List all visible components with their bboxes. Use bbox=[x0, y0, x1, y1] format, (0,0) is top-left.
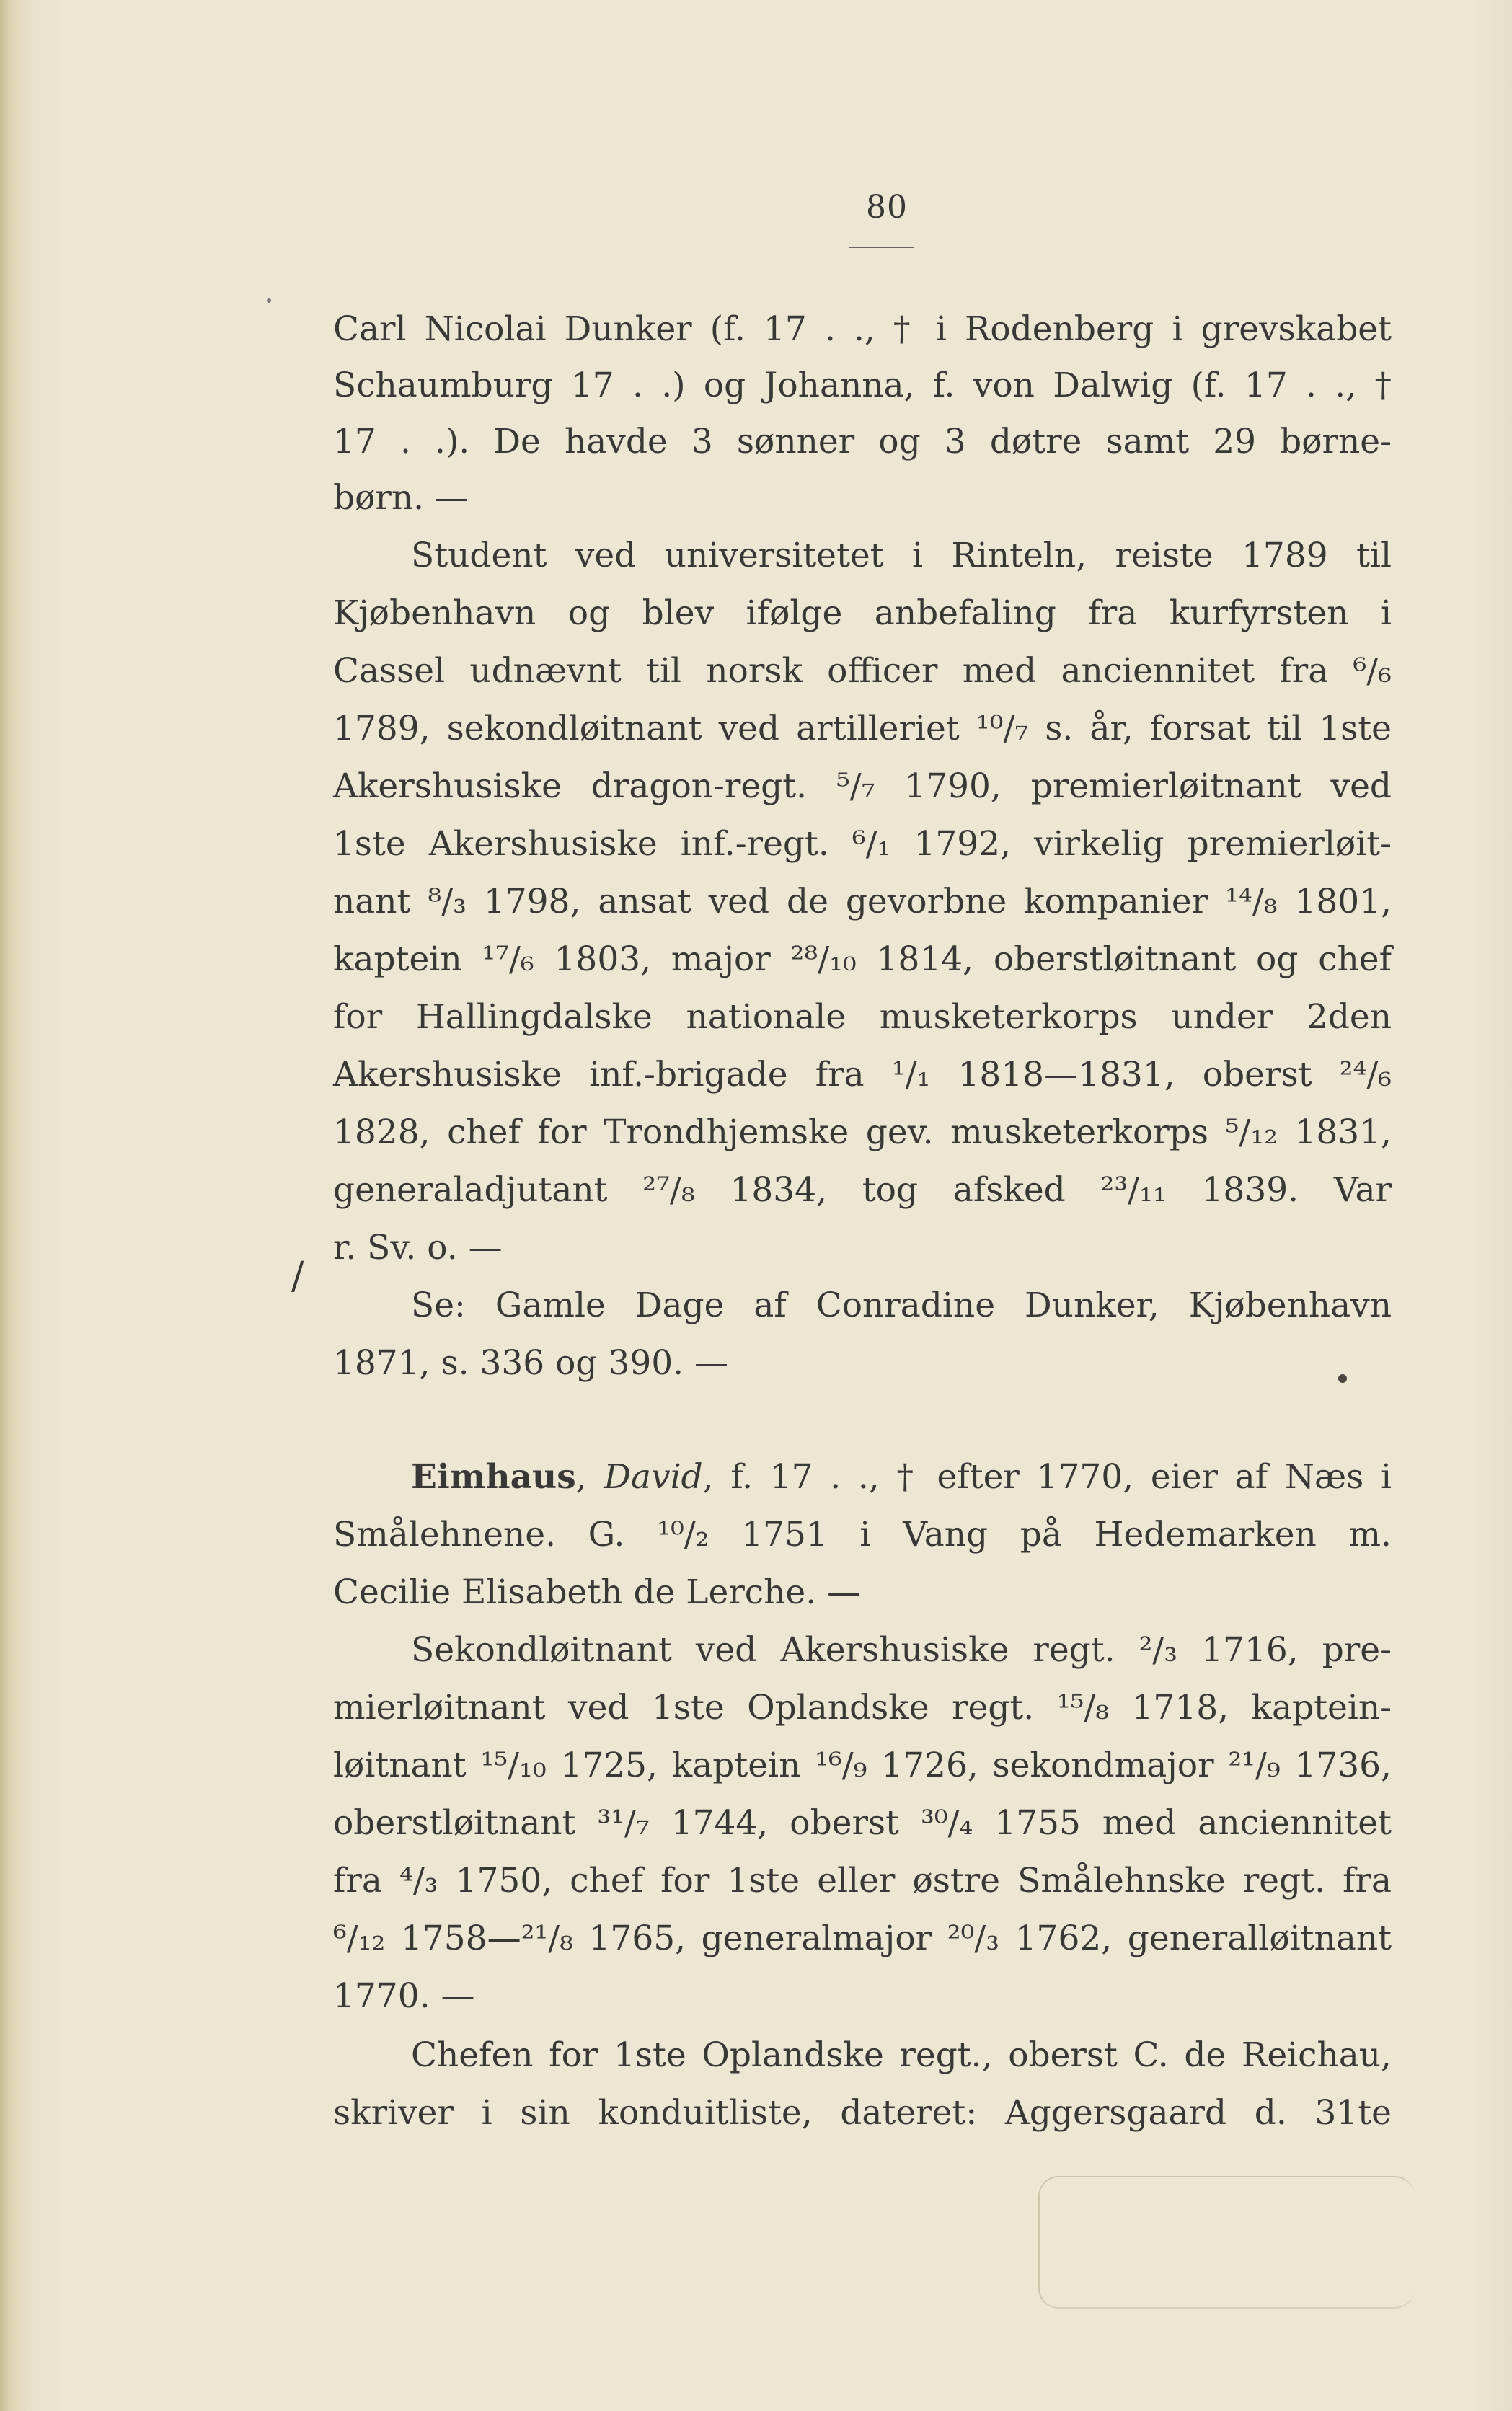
text-line: for Hallingdalske nationale musketerkorps under 2den bbox=[333, 997, 1392, 1037]
text-line: skriver i sin konduitliste, dateret: Aggersgaard d. 31te bbox=[333, 2093, 1392, 2133]
entry-given-name: David bbox=[604, 1457, 703, 1497]
page-number-rule bbox=[849, 247, 914, 248]
text-line: ⁶/₁₂ 1758—²¹/₈ 1765, generalmajor ²⁰/₃ 1762, generalløitnant bbox=[333, 1919, 1392, 1958]
entry-surname: Eimhaus bbox=[411, 1457, 576, 1497]
text-line: oberstløitnant ³¹/₇ 1744, oberst ³⁰/₄ 1755 med anciennitet bbox=[333, 1803, 1392, 1843]
text-line: kaptein ¹⁷/₆ 1803, major ²⁸/₁₀ 1814, oberstløitnant og chef bbox=[333, 939, 1392, 979]
text-line: Smålehnene. G. ¹⁰/₂ 1751 i Vang på Hedemarken m. bbox=[333, 1515, 1392, 1554]
entry-heading-line bbox=[411, 1454, 1392, 1501]
ink-dot bbox=[1338, 1374, 1347, 1383]
text-line: 1770. — bbox=[333, 1976, 475, 2016]
text-line: 17 . .). De havde 3 sønner og 3 døtre samt 29 børne- bbox=[333, 422, 1392, 461]
text-line: Se: Gamle Dage af Conradine Dunker, Kjøbenhavn bbox=[411, 1286, 1392, 1325]
text-line: Sekondløitnant ved Akershusiske regt. ²/₃ 1716, pre- bbox=[411, 1630, 1392, 1670]
ink-speck bbox=[267, 298, 271, 303]
text-line: generaladjutant ²⁷/₈ 1834, tog afsked ²³/₁₁ 1839. Var bbox=[333, 1170, 1392, 1210]
entry-first-line-rest: , f. 17 . ., † efter 1770, eier af Næs i bbox=[702, 1457, 1392, 1497]
text-line: løitnant ¹⁵/₁₀ 1725, kaptein ¹⁶/₉ 1726, sekondmajor ²¹/₉ 1736, bbox=[333, 1746, 1392, 1785]
page-corner-mark bbox=[1038, 2176, 1415, 2309]
text-line: Carl Nicolai Dunker (f. 17 . ., † i Rodenberg i grevskabet bbox=[333, 309, 1392, 349]
text-line: Schaumburg 17 . .) og Johanna, f. von Dalwig (f. 17 . ., † bbox=[333, 366, 1392, 405]
text-line: Cecilie Elisabeth de Lerche. — bbox=[333, 1572, 862, 1612]
text-line: Kjøbenhavn og blev ifølge anbefaling fra kurfyrsten i bbox=[333, 593, 1392, 633]
text-line: r. Sv. o. — bbox=[333, 1228, 503, 1268]
text-line: Cassel udnævnt til norsk officer med anciennitet fra ⁶/₆ bbox=[333, 651, 1392, 691]
text-line: nant ⁸/₃ 1798, ansat ved de gevorbne kompanier ¹⁴/₈ 1801, bbox=[333, 882, 1392, 921]
text-line: Akershusiske dragon-regt. ⁵/₇ 1790, premierløitnant ved bbox=[333, 766, 1392, 806]
text-line: Akershusiske inf.-brigade fra ¹/₁ 1818—1831, oberst ²⁴/₆ bbox=[333, 1055, 1392, 1094]
page-number: 80 bbox=[866, 189, 908, 226]
text-line: 1789, sekondløitnant ved artilleriet ¹⁰/₇ s. år, forsat til 1ste bbox=[333, 709, 1392, 748]
text-line: 1871, s. 336 og 390. — bbox=[333, 1343, 729, 1383]
text-line: børn. — bbox=[333, 478, 469, 518]
pencil-mark: / bbox=[291, 1255, 304, 1298]
text-line: 1ste Akershusiske inf.-regt. ⁶/₁ 1792, virkelig premierløit- bbox=[333, 824, 1392, 864]
text-line: mierløitnant ved 1ste Oplandske regt. ¹⁵/₈ 1718, kaptein- bbox=[333, 1688, 1392, 1727]
text-line: Chefen for 1ste Oplandske regt., oberst C. de Reichau, bbox=[411, 2035, 1392, 2075]
text-line: fra ⁴/₃ 1750, chef for 1ste eller østre Smålehnske regt. fra bbox=[333, 1861, 1392, 1901]
entry-comma: , bbox=[575, 1457, 604, 1497]
text-line: Student ved universitetet i Rinteln, reiste 1789 til bbox=[411, 536, 1392, 575]
text-line: 1828, chef for Trondhjemske gev. musketerkorps ⁵/₁₂ 1831, bbox=[333, 1112, 1392, 1152]
